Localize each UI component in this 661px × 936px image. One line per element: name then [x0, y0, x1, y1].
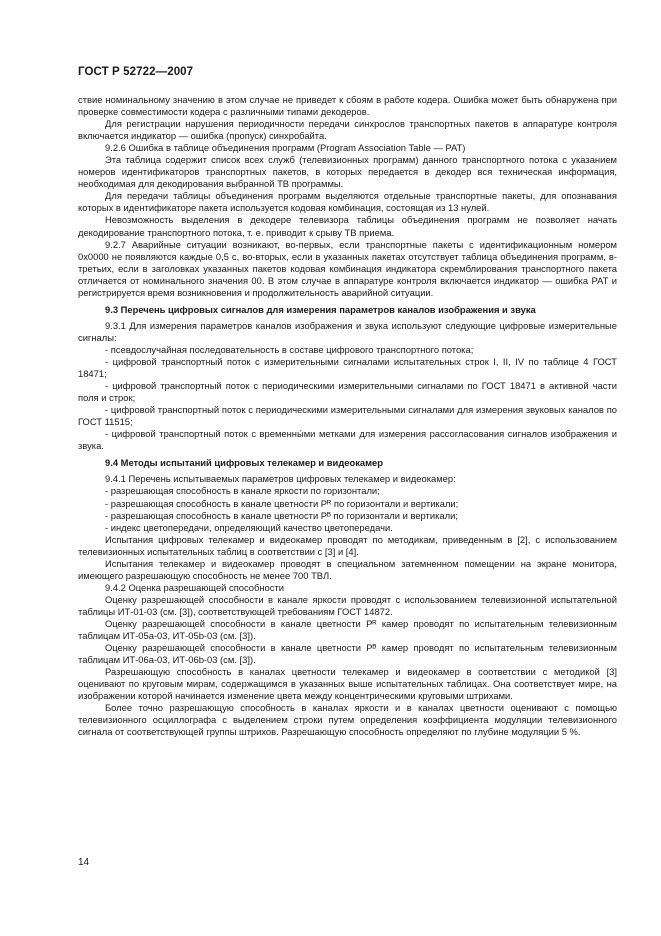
- paragraph: - индекс цветопередачи, определяющий качество цветопередачи.: [105, 521, 393, 533]
- paragraph: - цифровой транспортный поток с измерительными сигналами испытательных строк I, II, IV по таблице 4 ГОСТ 18471;: [78, 355, 617, 380]
- paragraph: Оценку разрешающей способности в канале цветности Pᴮ камер проводят по испытательным телевизионным таблицам ИТ-06а-03, ИТ-06b-03 (см. [3]).: [78, 642, 617, 666]
- paragraph: Невозможность выделения в декодере телевизора таблицы объединения программ не позволяет начать декодирование транспортного потока, т. е. приводит к срыву ТВ приема.: [78, 214, 617, 238]
- document-header: ГОСТ Р 52722—2007: [78, 66, 194, 78]
- section-heading: 9.4 Методы испытаний цифровых телекамер и видеокамер: [105, 457, 383, 469]
- document-body: [78, 94, 617, 738]
- paragraph: - разрешающая способность в канале цветности Pᴮ по горизонтали и вертикали;: [105, 509, 458, 521]
- section-heading: 9.3 Перечень цифровых сигналов для измерения параметров каналов изображения и звука: [105, 303, 536, 315]
- paragraph: 9.2.7 Аварийные ситуации возникают, во-первых, если транспортные пакеты с идентификационным номером 0x0000 не появляются каждые 0,5 с, во-вторых, если в указанных пакетах отсутствует таблица объединения программ, в-третьих, если в заголовках указанных пакетов кодовая комбинация индикатора скремблирования транспортного пакета отличается от номинального значения 00. В этом случае в аппаратуре контроля включается индикатор — ошибка РАТ и регистрируется время возникновения и продолжительность аварийной ситуации.: [78, 238, 617, 298]
- paragraph: Испытания цифровых телекамер и видеокамер проводят по методикам, приведенным в [2], с использованием телевизионных испытательных таблиц в соответствии с [3] и [4].: [78, 533, 617, 557]
- paragraph: 9.4.2 Оценка разрешающей способности: [105, 581, 284, 593]
- paragraph: - цифровой транспортный поток с периодическими измерительными сигналами для измерения звуковых каналов по ГОСТ 11515;: [78, 404, 617, 428]
- paragraph: Для регистрации нарушения периодичности передачи синхрослов транспортных пакетов в аппаратуре контроля включается индикатор — ошибка (пропуск) синхробайта.: [78, 118, 617, 142]
- paragraph: - цифровой транспортный поток с временны́ми метками для измерения рассогласования сигналов изображения и звука.: [78, 428, 617, 452]
- paragraph: Оценку разрешающей способности в канале яркости проводят с использованием телевизионной испытательной таблицы ИТ-01-03 (см. [3]), соответствующей требованиям ГОСТ 14872.: [78, 593, 617, 617]
- paragraph: Разрешающую способность в каналах цветности телекамер и видеокамер в соответствии с методикой [3] оценивают по круговым мирам, содержащимся в указанных выше испытательных таблицах. Она соответствует мире, на изображении которой начинается изменение цвета между концентрическими круговыми штрихами.: [78, 666, 617, 702]
- paragraph: - разрешающая способность в канале цветности Pᴿ по горизонтали и вертикали;: [105, 497, 459, 509]
- paragraph: Оценку разрешающей способности в канале цветности Pᴿ камер проводят по испытательным телевизионным таблицам ИТ-05а-03, ИТ-05b-03 (см. [3]).: [78, 617, 617, 642]
- page-number: 14: [78, 857, 90, 868]
- paragraph: Для передачи таблицы объединения программ выделяются отдельные транспортные пакеты, для опознавания которых в идентификаторе пакета используется кодовая комбинация, состоящая из 13 нулей.: [78, 190, 617, 214]
- paragraph: - псевдослучайная последовательность в составе цифрового транспортного потока;: [105, 343, 474, 355]
- paragraph: ствие номинальному значению в этом случае не приведет к сбоям в работе кодера. Ошибка может быть обнаружена при проверке совместимости кодера с различными типами декодеров.: [78, 94, 617, 118]
- paragraph: Испытания телекамер и видеокамер проводят в специальном затемненном помещении на экране монитора, имеющего разрешающую способность не менее 700 ТВЛ.: [78, 557, 617, 581]
- paragraph: - разрешающая способность в канале яркости по горизонтали;: [105, 485, 380, 497]
- paragraph: 9.3.1 Для измерения параметров каналов изображения и звука используют следующие цифровые измерительные сигналы:: [78, 319, 617, 343]
- paragraph: 9.2.6 Ошибка в таблице объединения программ (Program Association Table — PAT): [105, 142, 466, 154]
- paragraph: Эта таблица содержит список всех служб (телевизионных программ) данного транспортного потока с указанием номеров идентификаторов транспортных пакетов, в которых передается в декодер вся техническая информация, необходимая для декодирования выбранной ТВ программы.: [78, 154, 617, 190]
- paragraph: - цифровой транспортный поток с периодическими измерительными сигналами по ГОСТ 18471 в активной части поля и строк;: [78, 380, 617, 404]
- paragraph: Более точно разрешающую способность в каналах яркости и в каналах цветности оценивают с помощью телевизионного осциллографа с выделением строки путем определения коэффициента модуляции телевизионного сигнала от соответствующей группы штрихов. Разрешающую способность определяют по глубине модуляции 5 %.: [78, 702, 617, 738]
- paragraph: 9.4.1 Перечень испытываемых параметров цифровых телекамер и видеокамер:: [105, 473, 456, 485]
